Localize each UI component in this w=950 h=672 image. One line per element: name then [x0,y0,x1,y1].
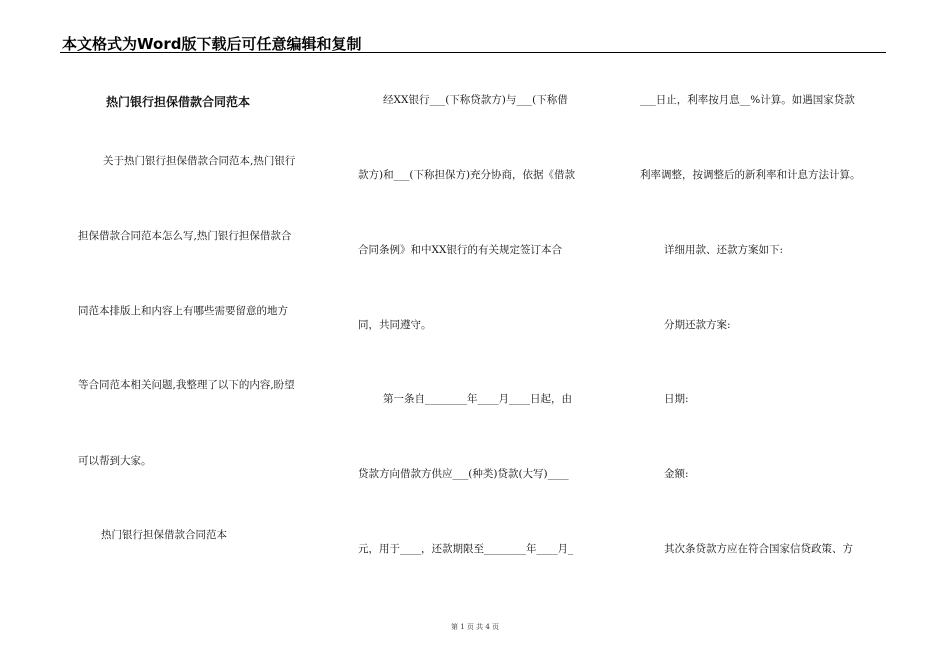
col3-line-7: 其次条贷款方应在符合国家信贷政策、方 [664,543,853,555]
col2-line-3: 合同条例》和中XX银行的有关规定签订本合 [358,244,562,256]
col3-line-3: 详细用款、还款方案如下: [664,244,784,256]
col1-line-2: 担保借款合同范本怎么写,热门银行担保借款合 [78,230,292,242]
col2-line-4: 同，共同遵守。 [358,319,432,331]
document-title: 热门银行担保借款合同范本 [106,95,251,109]
col3-line-5: 日期: [664,393,689,405]
page-number: 第 1 页 共 4 页 [450,623,500,631]
col3-line-6: 金额: [664,468,689,480]
document-header-title: 本文格式为Word版下载后可任意编辑和复制 [62,35,362,53]
header-divider [60,52,886,53]
col3-line-4: 分期还款方案: [664,319,731,331]
col1-line-6: 热门银行担保借款合同范本 [101,529,227,541]
col2-line-6: 贷款方向借款方供应___(种类)贷款(大写)____ [358,468,569,480]
col2-line-1: 经XX银行___(下称贷款方)与___(下称借 [383,94,568,106]
col3-line-1: ___日止，利率按月息__%计算。如遇国家贷款 [640,94,855,106]
col3-line-2: 利率调整，按调整后的新利率和计息方法计算。 [640,169,861,181]
col1-line-4: 等合同范本相关问题,我整理了以下的内容,盼望 [78,379,295,391]
col2-line-7: 元，用于____，还款期限至________年____月_ [358,543,574,555]
col1-line-1: 关于热门银行担保借款合同范本,热门银行 [103,155,296,167]
col2-line-5: 第一条自________年____月____日起，由 [383,393,572,405]
col1-line-3: 同范本排版上和内容上有哪些需要留意的地方 [78,305,288,317]
col2-line-2: 款方)和___(下称担保方)充分协商，依据《借款 [358,169,576,181]
col1-line-5: 可以帮到大家。 [78,455,152,467]
